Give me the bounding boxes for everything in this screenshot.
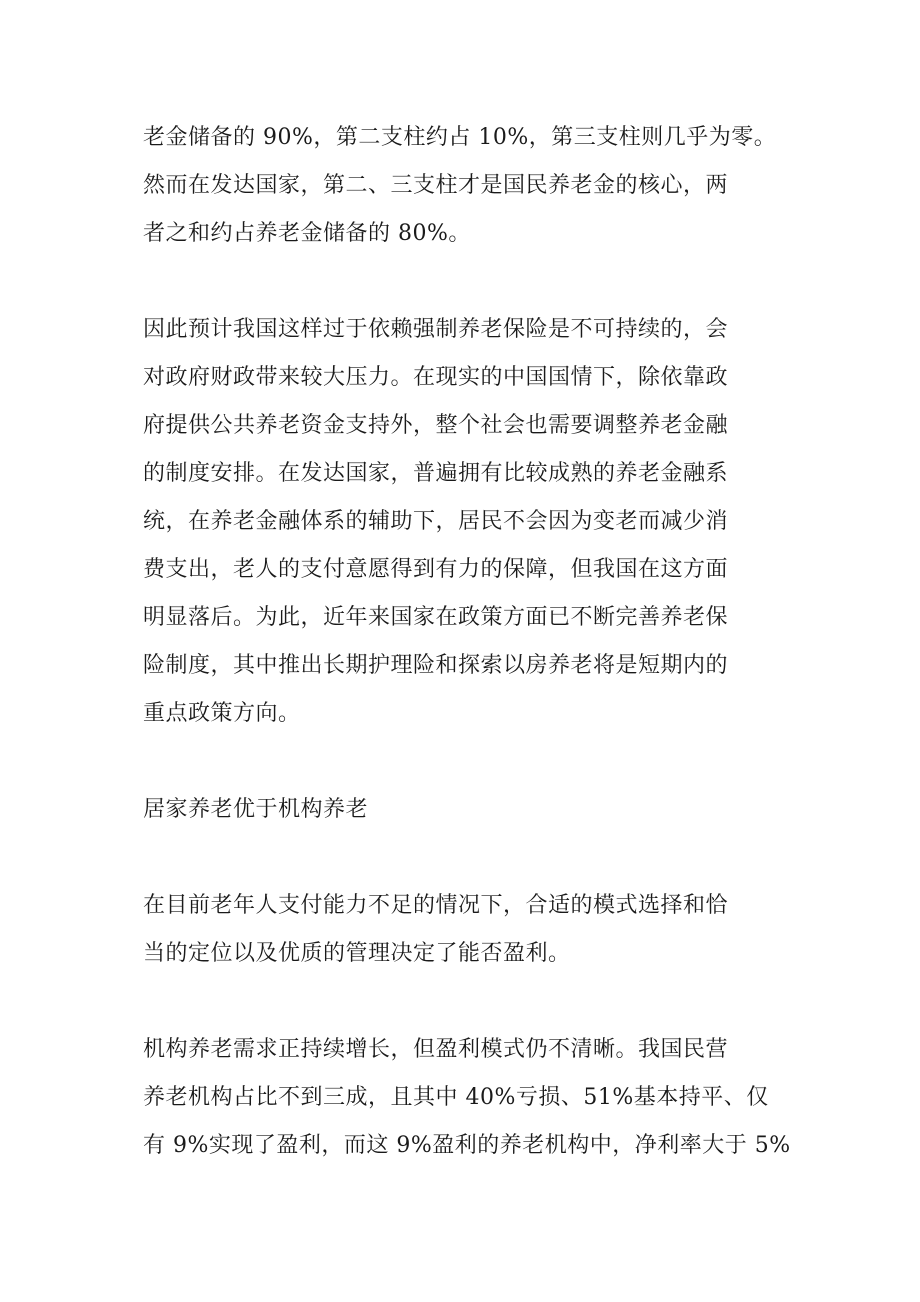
paragraph-pension-policy [143, 306, 803, 738]
text-line: 统，在养老金融体系的辅助下，居民不会因为变老而减少消 [143, 509, 729, 534]
paragraph-profitability [143, 882, 803, 978]
heading-text: 居家养老优于机构养老 [143, 797, 369, 822]
text-line: 有 9%实现了盈利，而这 9%盈利的养老机构中，净利率大于 5% [143, 1133, 791, 1158]
text-line: 重点政策方向。 [143, 701, 301, 726]
text-line: 对政府财政带来较大压力。在现实的中国国情下，除依靠政 [143, 365, 729, 390]
text-line: 因此预计我国这样过于依赖强制养老保险是不可持续的，会 [143, 317, 729, 342]
text-line: 险制度，其中推出长期护理险和探索以房养老将是短期内的 [143, 653, 729, 678]
text-line: 明显落后。为此，近年来国家在政策方面已不断完善养老保 [143, 605, 729, 630]
text-line: 者之和约占养老金储备的 80%。 [143, 221, 471, 246]
text-line: 然而在发达国家，第二、三支柱才是国民养老金的核心，两 [143, 173, 729, 198]
text-line: 费支出，老人的支付意愿得到有力的保障，但我国在这方面 [143, 557, 729, 582]
text-line: 老金储备的 90%，第二支柱约占 10%，第三支柱则几乎为零。 [143, 125, 777, 150]
text-line: 府提供公共养老资金支持外，整个社会也需要调整养老金融 [143, 413, 729, 438]
paragraph-institution-stats [143, 1026, 803, 1170]
section-heading [143, 786, 803, 834]
text-line: 的制度安排。在发达国家，普遍拥有比较成熟的养老金融系 [143, 461, 729, 486]
text-line: 在目前老年人支付能力不足的情况下，合适的模式选择和恰 [143, 893, 729, 918]
text-line: 养老机构占比不到三成，且其中 40%亏损、51%基本持平、仅 [143, 1085, 769, 1110]
paragraph-pension-pillars [143, 114, 803, 258]
text-line: 机构养老需求正持续增长，但盈利模式仍不清晰。我国民营 [143, 1037, 729, 1062]
text-line: 当的定位以及优质的管理决定了能否盈利。 [143, 941, 571, 966]
